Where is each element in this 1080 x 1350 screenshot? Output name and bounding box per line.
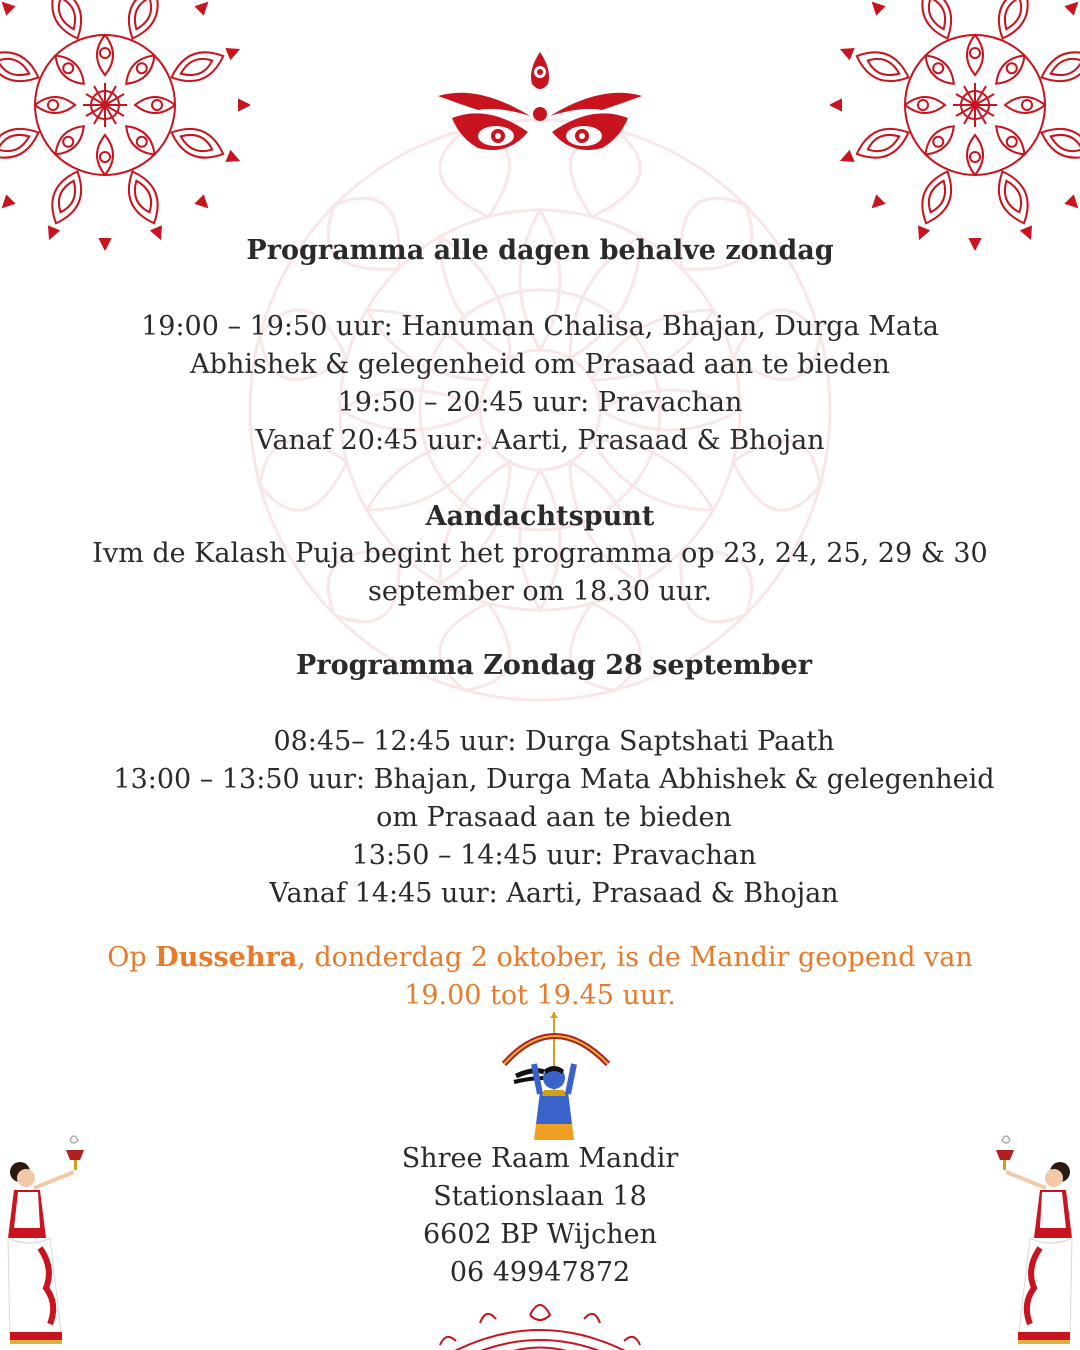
sunday-line: om Prasaad aan te bieden [376, 802, 732, 833]
address-street: Stationslaan 18 [433, 1181, 647, 1212]
address-phone: 06 49947872 [449, 1257, 631, 1288]
notice-line: september om 18.30 uur. [368, 576, 712, 607]
dussehra-suffix: , donderdag 2 oktober, is de Mandir geopend van [297, 942, 973, 973]
notice-heading: Aandachtspunt [425, 501, 655, 532]
address-name: Shree Raam Mandir [401, 1143, 679, 1174]
dussehra-prefix: Op [107, 942, 156, 973]
sunday-heading: Programma Zondag 28 september [296, 650, 812, 681]
weekday-line: Abhishek & gelegenheid om Prasaad aan te bieden [190, 349, 890, 380]
sunday-line: 13:50 – 14:45 uur: Pravachan [351, 840, 757, 871]
dussehra-time: 19.00 tot 19.45 uur. [404, 980, 676, 1011]
weekday-line: Vanaf 20:45 uur: Aarti, Prasaad & Bhojan [255, 425, 825, 456]
notice-line: Ivm de Kalash Puja begint het programma op 23, 24, 25, 29 & 30 [92, 538, 988, 569]
dussehra-highlight: Dussehra [155, 942, 298, 973]
sunday-line: 13:00 – 13:50 uur: Bhajan, Durga Mata Abhishek & gelegenheid [113, 764, 995, 795]
weekday-line: 19:50 – 20:45 uur: Pravachan [337, 387, 743, 418]
weekday-line: 19:00 – 19:50 uur: Hanuman Chalisa, Bhajan, Durga Mata [141, 311, 939, 342]
weekday-heading: Programma alle dagen behalve zondag [246, 235, 834, 266]
dussehra-line [40, 939, 1040, 977]
address-city: 6602 BP Wijchen [422, 1219, 658, 1250]
sunday-line: Vanaf 14:45 uur: Aarti, Prasaad & Bhojan [269, 878, 839, 909]
sunday-line: 08:45– 12:45 uur: Durga Saptshati Paath [273, 726, 835, 757]
